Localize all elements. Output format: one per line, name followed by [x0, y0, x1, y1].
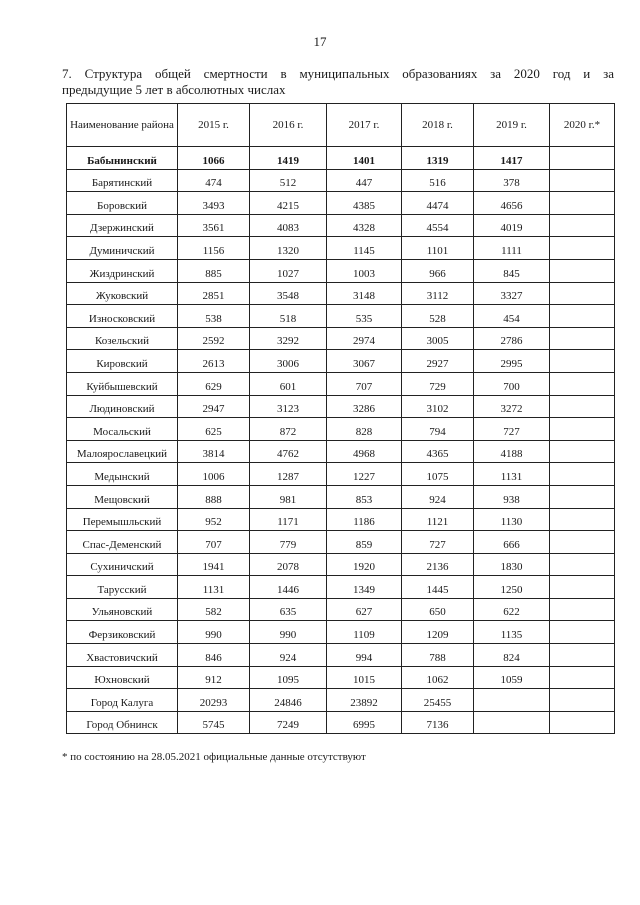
value-cell: 1209: [402, 621, 474, 644]
table-row: [67, 259, 615, 282]
value-cell: 859: [327, 531, 402, 554]
district-name-cell: Тарусский: [67, 576, 178, 599]
value-cell: 872: [250, 418, 327, 441]
table-row: [67, 327, 615, 350]
value-cell: 1095: [250, 666, 327, 689]
value-cell: 981: [250, 485, 327, 508]
value-cell: 516: [402, 169, 474, 192]
value-cell: 729: [402, 372, 474, 395]
value-cell: 3067: [327, 350, 402, 373]
district-name-cell: Ульяновский: [67, 598, 178, 621]
column-header-year: 2016 г.: [250, 104, 327, 147]
value-cell: [550, 237, 615, 260]
value-cell: [550, 711, 615, 734]
value-cell: 2995: [474, 350, 550, 373]
value-cell: 1186: [327, 508, 402, 531]
value-cell: [550, 666, 615, 689]
value-cell: 7249: [250, 711, 327, 734]
value-cell: 994: [327, 644, 402, 667]
value-cell: 3548: [250, 282, 327, 305]
value-cell: [550, 508, 615, 531]
district-name-cell: Боровский: [67, 192, 178, 215]
table-row: [67, 192, 615, 215]
footnote: * по состоянию на 28.05.2021 официальные данные отсутствуют: [62, 751, 366, 763]
value-cell: 1830: [474, 553, 550, 576]
table-row: [67, 598, 615, 621]
value-cell: 1066: [178, 147, 250, 170]
value-cell: [550, 598, 615, 621]
value-cell: 1130: [474, 508, 550, 531]
value-cell: 2851: [178, 282, 250, 305]
value-cell: 4019: [474, 214, 550, 237]
table-row: [67, 350, 615, 373]
value-cell: [550, 214, 615, 237]
value-cell: [550, 553, 615, 576]
value-cell: 3148: [327, 282, 402, 305]
table-row: [67, 508, 615, 531]
value-cell: 924: [250, 644, 327, 667]
value-cell: [550, 395, 615, 418]
value-cell: 512: [250, 169, 327, 192]
table-row: [67, 711, 615, 734]
value-cell: [550, 350, 615, 373]
value-cell: 4968: [327, 440, 402, 463]
value-cell: 3102: [402, 395, 474, 418]
value-cell: 582: [178, 598, 250, 621]
district-name-cell: Жуковский: [67, 282, 178, 305]
district-name-cell: Износковский: [67, 305, 178, 328]
value-cell: 4762: [250, 440, 327, 463]
value-cell: 3814: [178, 440, 250, 463]
value-cell: 3006: [250, 350, 327, 373]
value-cell: 1320: [250, 237, 327, 260]
value-cell: 4083: [250, 214, 327, 237]
district-name-cell: Сухиничский: [67, 553, 178, 576]
value-cell: 824: [474, 644, 550, 667]
value-cell: 635: [250, 598, 327, 621]
value-cell: 1062: [402, 666, 474, 689]
heading-line-2: предыдущие 5 лет в абсолютных числах: [62, 82, 286, 97]
value-cell: 3112: [402, 282, 474, 305]
district-name-cell: Барятинский: [67, 169, 178, 192]
column-header-year: 2019 г.: [474, 104, 550, 147]
table-row: [67, 395, 615, 418]
value-cell: 1059: [474, 666, 550, 689]
table-row: [67, 666, 615, 689]
value-cell: 1101: [402, 237, 474, 260]
page-number: 17: [313, 34, 327, 49]
table-row: [67, 440, 615, 463]
district-name-cell: Город Калуга: [67, 689, 178, 712]
value-cell: 1250: [474, 576, 550, 599]
district-name-cell: Людиновский: [67, 395, 178, 418]
value-cell: [550, 440, 615, 463]
value-cell: 707: [327, 372, 402, 395]
value-cell: 378: [474, 169, 550, 192]
value-cell: [550, 531, 615, 554]
value-cell: 1417: [474, 147, 550, 170]
value-cell: [550, 327, 615, 350]
value-cell: 1171: [250, 508, 327, 531]
value-cell: 828: [327, 418, 402, 441]
value-cell: 4385: [327, 192, 402, 215]
value-cell: [474, 689, 550, 712]
value-cell: 2927: [402, 350, 474, 373]
value-cell: [550, 259, 615, 282]
table-header-row: [67, 104, 615, 147]
value-cell: 700: [474, 372, 550, 395]
table-row: [67, 644, 615, 667]
table-row: [67, 418, 615, 441]
table-row: [67, 282, 615, 305]
value-cell: 853: [327, 485, 402, 508]
value-cell: 1131: [178, 576, 250, 599]
value-cell: [550, 192, 615, 215]
value-cell: 966: [402, 259, 474, 282]
value-cell: 4215: [250, 192, 327, 215]
value-cell: 2786: [474, 327, 550, 350]
value-cell: 912: [178, 666, 250, 689]
value-cell: 4365: [402, 440, 474, 463]
table-row: [67, 147, 615, 170]
value-cell: 454: [474, 305, 550, 328]
value-cell: 2974: [327, 327, 402, 350]
district-name-cell: Малоярославецкий: [67, 440, 178, 463]
value-cell: 888: [178, 485, 250, 508]
value-cell: 1075: [402, 463, 474, 486]
value-cell: 1920: [327, 553, 402, 576]
value-cell: [550, 147, 615, 170]
value-cell: 3493: [178, 192, 250, 215]
value-cell: 1227: [327, 463, 402, 486]
value-cell: 3327: [474, 282, 550, 305]
value-cell: 5745: [178, 711, 250, 734]
table-row: [67, 621, 615, 644]
value-cell: 990: [250, 621, 327, 644]
table-row: [67, 553, 615, 576]
value-cell: 2592: [178, 327, 250, 350]
value-cell: 4188: [474, 440, 550, 463]
value-cell: 990: [178, 621, 250, 644]
value-cell: 1446: [250, 576, 327, 599]
value-cell: [550, 485, 615, 508]
value-cell: 845: [474, 259, 550, 282]
value-cell: 779: [250, 531, 327, 554]
district-name-cell: Медынский: [67, 463, 178, 486]
value-cell: 6995: [327, 711, 402, 734]
value-cell: [550, 418, 615, 441]
value-cell: 2947: [178, 395, 250, 418]
value-cell: 4474: [402, 192, 474, 215]
value-cell: 629: [178, 372, 250, 395]
district-name-cell: Козельский: [67, 327, 178, 350]
value-cell: 1156: [178, 237, 250, 260]
district-name-cell: Бабынинский: [67, 147, 178, 170]
section-heading: [62, 66, 614, 98]
value-cell: 535: [327, 305, 402, 328]
value-cell: 528: [402, 305, 474, 328]
value-cell: 1319: [402, 147, 474, 170]
value-cell: 4656: [474, 192, 550, 215]
value-cell: [550, 305, 615, 328]
value-cell: 788: [402, 644, 474, 667]
value-cell: [550, 689, 615, 712]
table-row: [67, 689, 615, 712]
value-cell: 23892: [327, 689, 402, 712]
value-cell: 447: [327, 169, 402, 192]
value-cell: 846: [178, 644, 250, 667]
district-name-cell: Юхновский: [67, 666, 178, 689]
column-header-district: Наименование района: [67, 104, 178, 147]
district-name-cell: Куйбышевский: [67, 372, 178, 395]
value-cell: 2613: [178, 350, 250, 373]
table-row: [67, 576, 615, 599]
value-cell: 1419: [250, 147, 327, 170]
value-cell: 622: [474, 598, 550, 621]
value-cell: 1121: [402, 508, 474, 531]
value-cell: [550, 644, 615, 667]
table-row: [67, 531, 615, 554]
value-cell: 538: [178, 305, 250, 328]
value-cell: 707: [178, 531, 250, 554]
district-name-cell: Мещовский: [67, 485, 178, 508]
value-cell: 1401: [327, 147, 402, 170]
value-cell: 885: [178, 259, 250, 282]
value-cell: 25455: [402, 689, 474, 712]
value-cell: 1027: [250, 259, 327, 282]
value-cell: [550, 372, 615, 395]
value-cell: 666: [474, 531, 550, 554]
value-cell: 4328: [327, 214, 402, 237]
value-cell: 1349: [327, 576, 402, 599]
column-header-year: 2017 г.: [327, 104, 402, 147]
value-cell: [550, 621, 615, 644]
value-cell: 2136: [402, 553, 474, 576]
district-name-cell: Ферзиковский: [67, 621, 178, 644]
value-cell: 24846: [250, 689, 327, 712]
value-cell: [474, 711, 550, 734]
value-cell: 1109: [327, 621, 402, 644]
value-cell: 727: [474, 418, 550, 441]
value-cell: 650: [402, 598, 474, 621]
value-cell: 3123: [250, 395, 327, 418]
table-row: [67, 372, 615, 395]
district-name-cell: Думиничский: [67, 237, 178, 260]
table-row: [67, 237, 615, 260]
table-row: [67, 463, 615, 486]
value-cell: 3286: [327, 395, 402, 418]
value-cell: 1145: [327, 237, 402, 260]
value-cell: 7136: [402, 711, 474, 734]
value-cell: 938: [474, 485, 550, 508]
column-header-year: 2015 г.: [178, 104, 250, 147]
value-cell: 3272: [474, 395, 550, 418]
value-cell: [550, 282, 615, 305]
value-cell: 1111: [474, 237, 550, 260]
value-cell: 2078: [250, 553, 327, 576]
district-name-cell: Хвастовичский: [67, 644, 178, 667]
table-row: [67, 485, 615, 508]
district-name-cell: Жиздринский: [67, 259, 178, 282]
value-cell: 3561: [178, 214, 250, 237]
heading-line-1: 7. Структура общей смертности в муниципальных образованиях за 2020 год и за: [62, 66, 614, 81]
value-cell: 4554: [402, 214, 474, 237]
value-cell: 1015: [327, 666, 402, 689]
district-name-cell: Перемышльский: [67, 508, 178, 531]
column-header-year: 2020 г.*: [550, 104, 615, 147]
value-cell: 952: [178, 508, 250, 531]
table-body: [67, 147, 615, 734]
value-cell: 474: [178, 169, 250, 192]
table-row: [67, 305, 615, 328]
district-name-cell: Спас-Деменский: [67, 531, 178, 554]
value-cell: 1006: [178, 463, 250, 486]
district-name-cell: Кировский: [67, 350, 178, 373]
district-name-cell: Дзержинский: [67, 214, 178, 237]
table-row: [67, 169, 615, 192]
value-cell: 625: [178, 418, 250, 441]
district-name-cell: Город Обнинск: [67, 711, 178, 734]
value-cell: 794: [402, 418, 474, 441]
table-row: [67, 214, 615, 237]
value-cell: 1135: [474, 621, 550, 644]
value-cell: 1003: [327, 259, 402, 282]
value-cell: 3292: [250, 327, 327, 350]
value-cell: 3005: [402, 327, 474, 350]
value-cell: 1941: [178, 553, 250, 576]
column-header-year: 2018 г.: [402, 104, 474, 147]
value-cell: 627: [327, 598, 402, 621]
value-cell: 1445: [402, 576, 474, 599]
value-cell: 601: [250, 372, 327, 395]
mortality-table: [66, 103, 615, 734]
value-cell: 1287: [250, 463, 327, 486]
value-cell: 518: [250, 305, 327, 328]
value-cell: 924: [402, 485, 474, 508]
value-cell: 1131: [474, 463, 550, 486]
value-cell: [550, 169, 615, 192]
value-cell: 727: [402, 531, 474, 554]
value-cell: [550, 576, 615, 599]
value-cell: 20293: [178, 689, 250, 712]
district-name-cell: Мосальский: [67, 418, 178, 441]
value-cell: [550, 463, 615, 486]
